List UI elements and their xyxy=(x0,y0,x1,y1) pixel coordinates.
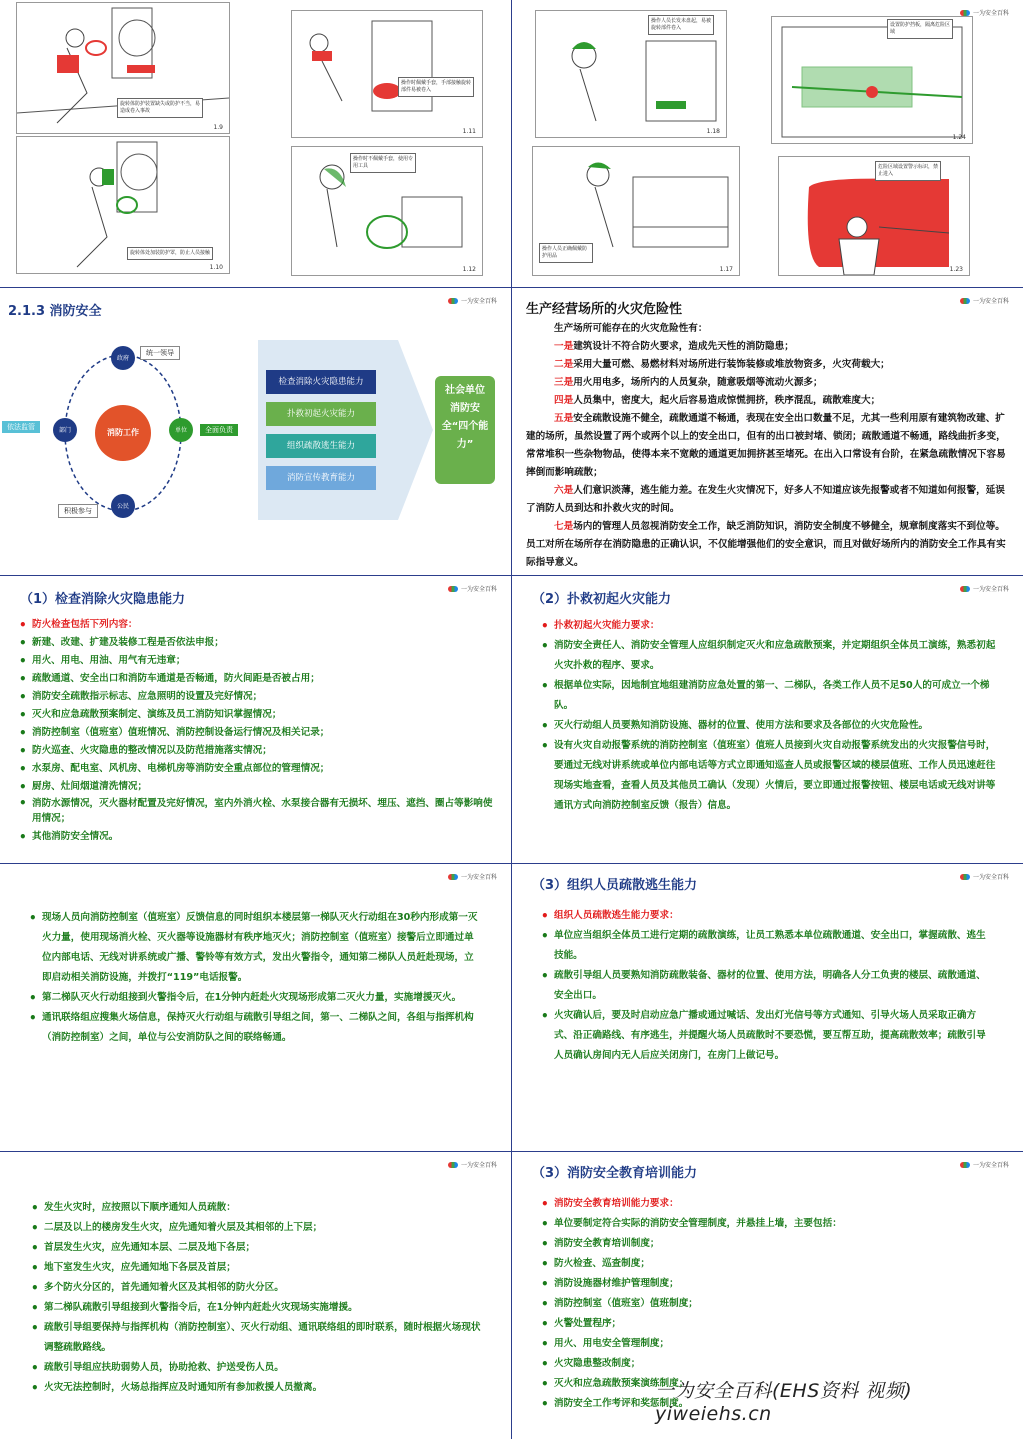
slide-evacuation xyxy=(512,864,1023,1151)
list-item: • 消防安全教育培训制度； xyxy=(540,1234,1000,1254)
worker-glove-drawing xyxy=(292,11,482,137)
list-item: • 消防安全疏散指示标志、应急照明的设置及完好情况； xyxy=(18,688,496,706)
logo-icon xyxy=(960,1162,970,1168)
risk-item: 二是采用大量可燃、易燃材料对场所进行装饰装修或堆放物资多，火灾荷载大； xyxy=(554,359,890,370)
illustration-note: 设置防护挡板，隔离危险区域 xyxy=(887,19,953,39)
page-number: 1.18 xyxy=(706,128,720,135)
slide-title: （3）组织人员疏散逃生能力 xyxy=(532,878,698,893)
list-item: • 扑救初起火灾能力要求： xyxy=(540,616,1000,636)
bullet-list xyxy=(540,906,995,1066)
risk-item: 七是场内的管理人员忽视消防安全工作，缺乏消防知识，消防安全制度不够健全，规章制度落实不到位等。员工对所在场所存在消防隐患的正确认识，不仅能增强他们的安全意识，而且对做好场所内的消防安全工作具有实际指导意义。 xyxy=(526,521,1006,568)
page-number: 1.23 xyxy=(949,266,963,273)
slide-illustrations-left xyxy=(0,0,511,287)
ability-item: 检查消除火灾隐患能力 xyxy=(266,370,376,394)
risk-item: 五是安全疏散设施不健全，疏散通道不畅通，表现在安全出口数量不足，尤其一些利用原有建筑物改建、扩建的场所，虽然设置了两个或两个以上的安全出口，但有的出口被封堵、锁闭；疏散通道不畅通，路线曲折多变，常常堆积一些杂物物品，使得本来不宽敞的通道更加拥挤甚至堵死。在出入口常设有台阶，在紧急疏散情况下容易摔倒而影响疏散； xyxy=(526,413,1006,478)
node-gongmin: 公民 xyxy=(116,503,129,510)
list-item: • 疏散引导组人员要熟知消防疏散装备、器材的位置、使用方法，明确各人分工负责的楼层、疏散通道、安全出口。 xyxy=(540,966,995,1006)
illustration-note: 旋转体处加装防护罩，防止人员接触 xyxy=(127,247,213,260)
logo-icon xyxy=(448,586,458,592)
risk-item: 三是用火用电多，场所内的人员复杂，随意吸烟等流动火源多； xyxy=(554,377,823,388)
grid-divider xyxy=(0,1151,1023,1152)
list-item: • 疏散引导组应扶助弱势人员，协助抢救、护送受伤人员。 xyxy=(30,1358,490,1378)
risk-intro: 生产场所可能存在的火灾危险性有： xyxy=(554,323,708,334)
grid-divider xyxy=(0,863,1023,864)
logo-icon xyxy=(960,298,970,304)
list-item: • 消防控制室（值班室）值班制度； xyxy=(540,1294,1000,1314)
tag-jiji: 积极参与 xyxy=(58,504,98,518)
illustration-1-24 xyxy=(771,16,973,144)
node-bumen: 部门 xyxy=(58,427,71,434)
risk-item: 四是人员集中，密度大，起火后容易造成惊慌拥挤，秩序混乱，疏散难度大； xyxy=(554,395,881,406)
slide-title: （2）扑救初起火灾能力 xyxy=(532,592,672,607)
bullet-list xyxy=(28,908,478,1048)
page-number: 1.17 xyxy=(719,266,733,273)
list-item: • 二层及以上的楼房发生火灾，应先通知着火层及其相邻的上下层； xyxy=(30,1218,490,1238)
list-item: • 设有火灾自动报警系统的消防控制室（值班室）值班人员接到火灾自动报警系统发出的火灾报警信号时，要通过无线对讲系统或单位内部电话等方式立即通知巡查人员或报警区域的楼层值班、工作人员迅速赶往现场实地查看，查看人员及其他员工确认（发现）火情后，要立即通过报警按钮、楼层电话或无线对讲等通讯方式向消防控制室反馈（报告）信息。 xyxy=(540,736,1000,816)
page-number: 1.10 xyxy=(209,264,223,271)
list-item: • 消防安全责任人、消防安全管理人应组织制定灭火和应急疏散预案，并定期组织全体员工演练，熟悉初起火灾扑救的程序、要求。 xyxy=(540,636,1000,676)
illustration-note: 旋转体防护装置缺失或防护不当，易造成卷入事故 xyxy=(117,98,203,118)
ability-item: 扑救初起火灾能力 xyxy=(266,402,376,426)
brand-logo: 一为安全百科 xyxy=(960,872,1009,881)
list-item: • 首层发生火灾，应先通知本层、二层及地下各层； xyxy=(30,1238,490,1258)
illustration-note: 操作时佩戴手套，手部接触旋转部件易被卷入 xyxy=(398,77,474,97)
slide-hazard-check xyxy=(0,576,511,863)
illustration-1-12 xyxy=(291,146,483,276)
node-danwei: 单位 xyxy=(174,427,187,434)
illustration-1-18 xyxy=(535,10,727,138)
list-item: • 灭火和应急疏散预案演练制度； xyxy=(540,1374,1000,1394)
list-item: • 多个防火分区的，首先通知着火区及其相邻的防火分区。 xyxy=(30,1278,490,1298)
list-item: • 现场人员向消防控制室（值班室）反馈信息的同时组织本楼层第一梯队灭火行动组在30秒内形成第一灭火力量，使用现场消火栓、灭火器等设施器材有秩序地灭火；消防控制室（值班室）接警后立即通过单位内部电话、无线对讲系统或广播、警铃等有效方式，发出火警指令，通知第二梯队人员赶赴现场，立即启动相关消防设施，并拨打“119”电话报警。 xyxy=(28,908,478,988)
brand-logo: 一为安全百科 xyxy=(960,296,1009,305)
illustration-1-10 xyxy=(16,136,230,274)
list-item: • 根据单位实际，因地制宜地组建消防应急处置的第一、二梯队，各类工作人员不足50人的可成立一个梯队。 xyxy=(540,676,1000,716)
risk-body xyxy=(526,320,1006,572)
node-zhengfu: 政府 xyxy=(116,355,129,362)
list-item: • 消防安全工作考评和奖惩制度。 xyxy=(540,1394,1000,1414)
watermark: 一为安全百科(EHS资料 视频) yiweiehs.cn xyxy=(655,1380,913,1425)
list-item: • 组织人员疏散逃生能力要求： xyxy=(540,906,995,926)
slide-illustrations-right xyxy=(512,0,1023,287)
page-number: 1.24 xyxy=(952,134,966,141)
page-number: 1.9 xyxy=(213,124,223,131)
logo-icon xyxy=(960,10,970,16)
list-item: • 单位要制定符合实际的消防安全管理制度，并悬挂上墙，主要包括： xyxy=(540,1214,1000,1234)
logo-icon xyxy=(448,874,458,880)
list-item: • 火灾确认后，要及时启动应急广播或通过喊话、发出灯光信号等方式通知、引导火场人员采取正确方式、沿正确路线、有序逃生，并提醒火场人员疏散时不要恐慌，要互帮互助，提高疏散效率；疏散引导人员确认房间内无人后应关闭房门，在房门上做记号。 xyxy=(540,1006,995,1066)
slide-initial-firefighting xyxy=(512,576,1023,863)
list-item: • 地下室发生火灾，应先通知地下各层及首层； xyxy=(30,1258,490,1278)
brand-logo: 一为安全百科 xyxy=(960,1160,1009,1169)
logo-icon xyxy=(448,1162,458,1168)
page-number: 1.12 xyxy=(462,266,476,273)
list-item: • 消防设施器材维护管理制度； xyxy=(540,1274,1000,1294)
list-item: • 疏散通道、安全出口和消防车通道是否畅通，防火间距是否被占用； xyxy=(18,670,496,688)
slide-response-teams xyxy=(0,864,511,1151)
bullet-list xyxy=(540,616,1000,816)
brand-logo: 一为安全百科 xyxy=(960,584,1009,593)
list-item: • 厨房、灶间烟道清洗情况； xyxy=(18,778,496,796)
list-item: • 疏散引导组要保持与指挥机构（消防控制室）、灭火行动组、通讯联络组的即时联系，随时根据火场现状调整疏散路线。 xyxy=(30,1318,490,1358)
list-item: • 单位应当组织全体员工进行定期的疏散演练，让员工熟悉本单位疏散通道、安全出口，掌握疏散、逃生技能。 xyxy=(540,926,995,966)
list-item: • 消防安全教育培训能力要求： xyxy=(540,1194,1000,1214)
ability-list xyxy=(266,370,376,490)
ability-result: 社会单位消防安全“四个能力” xyxy=(435,376,495,484)
list-item: • 用火、用电、用油、用气有无违章； xyxy=(18,652,496,670)
list-item: • 其他消防安全情况。 xyxy=(18,828,496,846)
brand-logo: 一为安全百科 xyxy=(448,296,497,305)
list-item: • 防火检查包括下列内容： xyxy=(18,616,496,634)
ability-item: 消防宣传教育能力 xyxy=(266,466,376,490)
slide-title: （1）检查消除火灾隐患能力 xyxy=(20,592,186,607)
list-item: • 灭火行动组人员要熟知消防设施、器材的位置、使用方法和要求及各部位的火灾危险性。 xyxy=(540,716,1000,736)
bullet-list xyxy=(18,616,496,846)
list-item: • 防火检查、巡查制度； xyxy=(540,1254,1000,1274)
slide-title: （3）消防安全教育培训能力 xyxy=(532,1166,698,1181)
list-item: • 用火、用电安全管理制度； xyxy=(540,1334,1000,1354)
page-number: 1.11 xyxy=(462,128,476,135)
grid-divider xyxy=(0,287,1023,288)
illustration-1-9 xyxy=(16,2,230,134)
tag-tongyi: 统一领导 xyxy=(140,346,180,360)
list-item: • 发生火灾时，应按照以下顺序通知人员疏散： xyxy=(30,1198,490,1218)
risk-item: 六是人们意识淡薄，逃生能力差。在发生火灾情况下，好多人不知道应该先报警或者不知道如何报警，延误了消防人员到达和扑救火灾的时间。 xyxy=(526,485,1005,514)
illustration-1-23 xyxy=(778,156,970,276)
illustration-note: 操作时不佩戴手套，使用专用工具 xyxy=(350,153,416,173)
list-item: • 火灾隐患整改制度； xyxy=(540,1354,1000,1374)
illustration-note: 危险区域设置警示标识，禁止进入 xyxy=(875,161,941,181)
tag-quanmian: 全面负责 xyxy=(200,424,238,436)
brand-logo: 一为安全百科 xyxy=(960,8,1009,17)
list-item: • 火灾无法控制时，火场总指挥应及时通知所有参加救援人员撤离。 xyxy=(30,1378,490,1398)
list-item: • 灭火和应急疏散预案制定、演练及员工消防知识掌握情况； xyxy=(18,706,496,724)
illustration-note: 操作人员正确佩戴防护用品 xyxy=(539,243,593,263)
list-item: • 新建、改建、扩建及装修工程是否依法申报； xyxy=(18,634,496,652)
tag-yifa: 依法监管 xyxy=(2,421,40,433)
logo-icon xyxy=(960,874,970,880)
list-item: • 第二梯队疏散引导组接到火警指令后，在1分钟内赶赴火灾现场实施增援。 xyxy=(30,1298,490,1318)
list-item: • 水泵房、配电室、风机房、电梯机房等消防安全重点部位的管理情况； xyxy=(18,760,496,778)
illustration-note: 操作人员长发未盘起，易被旋转部件卷入 xyxy=(648,15,714,35)
logo-icon xyxy=(960,586,970,592)
slide-evacuation-order xyxy=(0,1152,511,1439)
illustration-1-17 xyxy=(532,146,740,276)
risk-item: 一是建筑设计不符合防火要求，造成先天性的消防隐患； xyxy=(554,341,794,352)
list-item: • 消防控制室（值班室）值班情况、消防控制设备运行情况及相关记录； xyxy=(18,724,496,742)
diagram-center: 消防工作 xyxy=(107,428,139,437)
bullet-list xyxy=(30,1198,490,1398)
list-item: • 消防水源情况，灭火器材配置及完好情况，室内外消火栓、水泵接合器有无损坏、埋压、遮挡、圈占等影响使用情况； xyxy=(18,796,496,828)
list-item: • 火警处置程序； xyxy=(540,1314,1000,1334)
logo-icon xyxy=(448,298,458,304)
illustration-1-11 xyxy=(291,10,483,138)
brand-logo: 一为安全百科 xyxy=(448,584,497,593)
slide-title: 生产经营场所的火灾危险性 xyxy=(526,302,683,317)
grid-divider xyxy=(0,575,1023,576)
list-item: • 第二梯队灭火行动组接到火警指令后，在1分钟内赶赴火灾现场形成第二灭火力量，实施增援灭火。 xyxy=(28,988,478,1008)
list-item: • 防火巡查、火灾隐患的整改情况以及防范措施落实情况； xyxy=(18,742,496,760)
list-item: • 通讯联络组应搜集火场信息，保持灭火行动组与疏散引导组之间，第一、二梯队之间，各组与指挥机构（消防控制室）之间，单位与公安消防队之间的联络畅通。 xyxy=(28,1008,478,1048)
slide-fire-safety-overview xyxy=(0,288,511,575)
brand-logo: 一为安全百科 xyxy=(448,1160,497,1169)
brand-logo: 一为安全百科 xyxy=(448,872,497,881)
grid-divider-vertical xyxy=(511,0,512,1439)
slide-title: 2.1.3 消防安全 xyxy=(8,304,102,319)
slide-fire-risk xyxy=(512,288,1023,575)
ability-item: 组织疏散逃生能力 xyxy=(266,434,376,458)
